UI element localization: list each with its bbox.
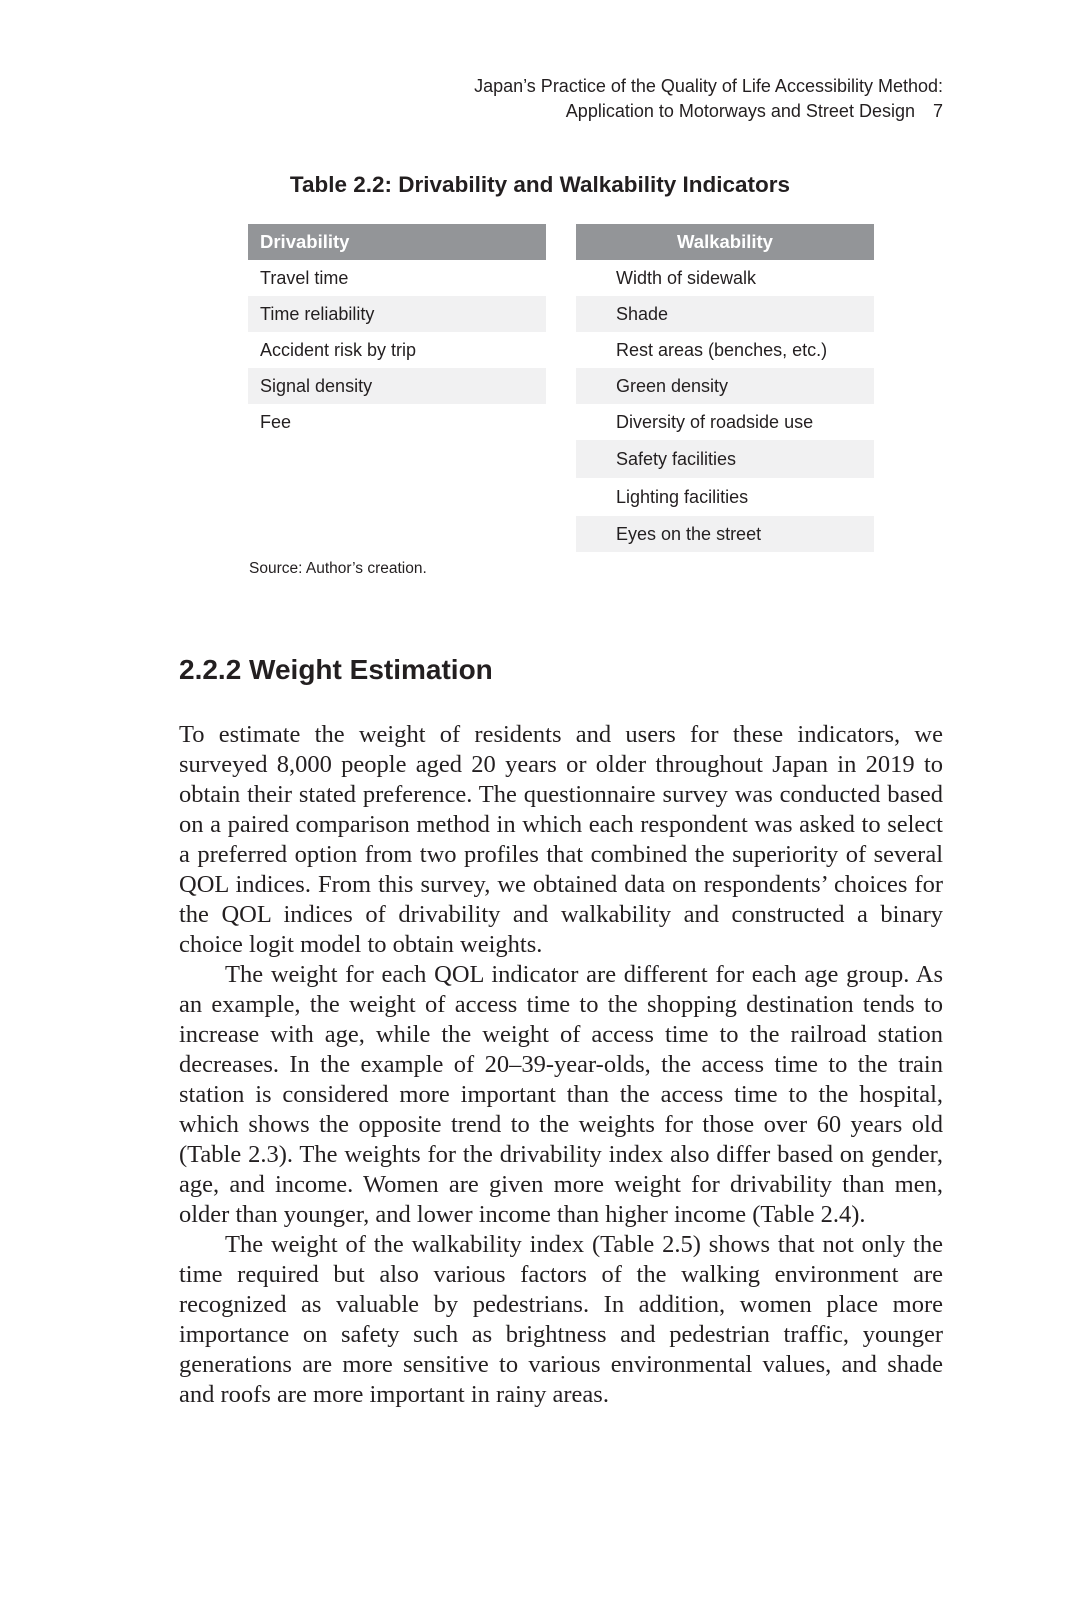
walkability-cell: Rest areas (benches, etc.) — [616, 340, 828, 360]
running-header-line-1: Japan’s Practice of the Quality of Life Accessibility Method: — [474, 76, 943, 96]
table-source-note: Source: Author’s creation. — [249, 560, 427, 577]
walkability-cell: Lighting facilities — [616, 487, 749, 507]
walkability-cell: Safety facilities — [576, 440, 874, 478]
paragraph: The weight for each QOL indicator are different for each age group. As an example, the weight of access time to the shopping destination tends to increase with age, while the weight of access time to the railroad station decreases. In the example of 20–39-year-olds, the access time to the train station is considered more important than the access time to the hospital, which shows the opposite trend to the weights for those over 60 years old (Table 2.3). The weights for the drivability index also differ based on gender, age, and income. Women are given more weight for drivability than men, older than younger, and lower income than higher income (Table 2.4). — [179, 961, 943, 1228]
walkability-column — [576, 224, 874, 552]
walkability-cell: Green density — [576, 368, 874, 404]
walkability-cell: Width of sidewalk — [616, 268, 757, 288]
walkability-cell: Diversity of roadside use — [616, 412, 814, 432]
drivability-cell: Travel time — [260, 268, 349, 288]
walkability-cell: Eyes on the street — [576, 516, 874, 552]
drivability-cell: Time reliability — [248, 296, 546, 332]
walkability-cell: Shade — [576, 296, 874, 332]
paragraph: To estimate the weight of residents and users for these indicators, we surveyed 8,000 people aged 20 years or older throughout Japan in 2019 to obtain their stated preference. The questionnaire survey was conducted based on a paired comparison method in which each respondent was asked to select a preferred option from two profiles that combined the superiority of several QOL indices. From this survey, we obtained data on respondents’ choices for the QOL indices of drivability and walkability and constructed a binary choice logit model to obtain weights. — [179, 721, 943, 958]
table-title: Table 2.2: Drivability and Walkability Indicators — [289, 172, 791, 197]
drivability-cell: Accident risk by trip — [260, 340, 417, 360]
drivability-cell: Fee — [260, 412, 292, 432]
drivability-cell: Signal density — [248, 368, 546, 404]
page-number: 7 — [932, 101, 943, 121]
drivability-column — [248, 224, 546, 440]
walkability-header: Walkability — [576, 224, 874, 260]
running-header-line-2 — [474, 99, 943, 124]
running-header — [474, 74, 943, 124]
running-header-subtitle: Application to Motorways and Street Design — [565, 101, 915, 121]
body-text — [179, 720, 943, 1410]
section-heading: 2.2.2 Weight Estimation — [179, 654, 493, 685]
drivability-header: Drivability — [248, 224, 546, 260]
paragraph: The weight of the walkability index (Table 2.5) shows that not only the time required but also various factors of the walking environment are recognized as valuable by pedestrians. In addition, women place more importance on safety such as brightness and pedestrian traffic, younger generations are more sensitive to various environmental values, and shade and roofs are more important in rainy areas. — [179, 1231, 943, 1408]
